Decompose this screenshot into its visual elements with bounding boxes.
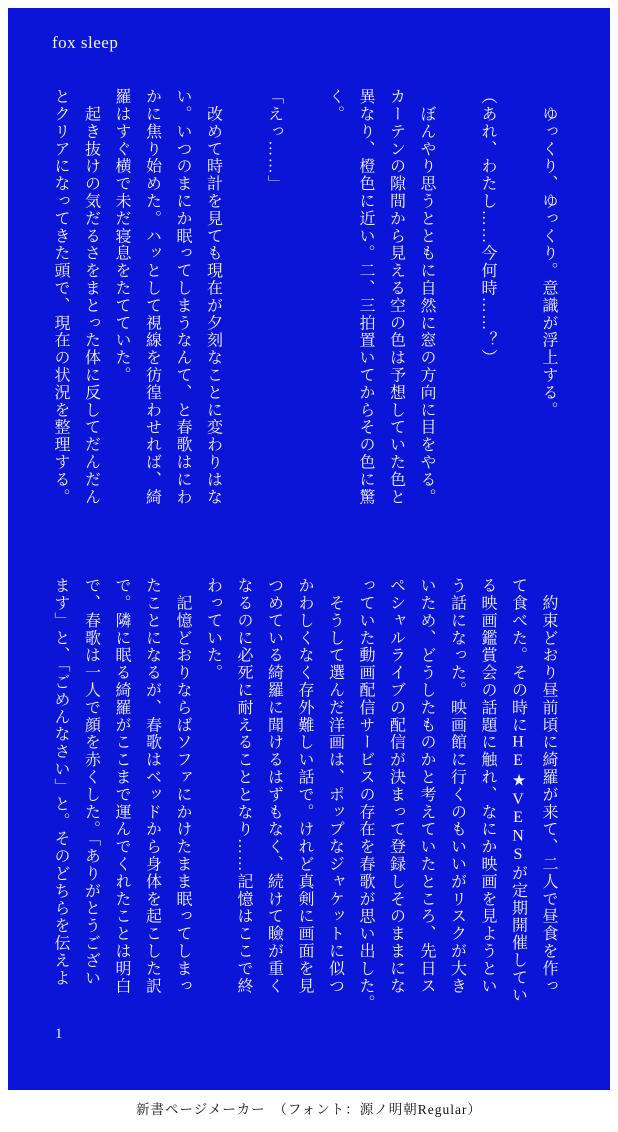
- text-column: ぼんやり思うとともに自然に窓の方向に目をやる。: [418, 88, 435, 506]
- text-column: [228, 88, 259, 516]
- text-column: く。: [326, 88, 344, 123]
- text-column: [441, 88, 472, 516]
- text-column: い。いつのまにか眠ってしまうなんて、と春歌はにわ: [174, 88, 191, 506]
- text-column: [502, 88, 533, 516]
- text-column: そうして選んだ洋画は、ポップなジャケットに似つ: [326, 577, 344, 995]
- text-column: で、春歌は一人で顔を赤くした。「ありがとうござい: [82, 577, 100, 987]
- text-column: で。隣に眠る綺羅がここまで運んでくれたことは明白: [113, 577, 130, 995]
- text-column: ます」と、「ごめんなさい」と。そのどちらを伝えよ: [52, 577, 69, 987]
- text-column: つめている綺羅に聞けるはずもなく、続けて瞼が重く: [265, 577, 283, 995]
- text-column: かに焦り始めた。ハッとして視線を彷徨わせれば、綺: [143, 88, 161, 506]
- text-block-lower: [45, 577, 564, 1019]
- text-column: なるのに必死に耐えることとなり……記憶はここで終: [235, 577, 252, 995]
- text-column: たことになるが、春歌はベッドから身体を起こした訳: [143, 577, 161, 995]
- generator-caption: 新書ページメーカー （フォント：源ノ明朝Regular）: [0, 1090, 618, 1132]
- text-column: 「えっ……」: [265, 88, 283, 193]
- text-column: 異なり、橙色に近い。二、三拍置いてからその色に驚: [357, 88, 374, 506]
- text-column: 約束どおり昼前頃に綺羅が来て、二人で昼食を作っ: [540, 577, 557, 995]
- work-title: fox sleep: [52, 33, 119, 52]
- text-column: いため、どうしたものかと考えていたところ、先日ス: [418, 577, 435, 995]
- text-column: 改めて時計を見ても現在が夕刻なことに変わりはな: [204, 88, 222, 506]
- text-column: カーテンの隙間から見える空の色は予想していた色と: [387, 88, 405, 506]
- text-column: ゆっくり、ゆっくり。意識が浮上する。: [540, 88, 557, 419]
- text-block-upper: [45, 88, 564, 516]
- text-column: 起き抜けの気だるさをまとった体に反してだんだん: [82, 88, 100, 506]
- text-column: （あれ、わたし……今何時……？）: [479, 88, 496, 367]
- text-column: ペシャルライブの配信が決まって登録しそのままにな: [387, 577, 405, 995]
- text-column: 記憶どおりならばソファにかけたまま眠ってしまっ: [174, 577, 191, 995]
- page-number: 1: [55, 1026, 63, 1042]
- blue-page-panel: [8, 8, 610, 1090]
- text-column: 羅はすぐ横で未だ寝息をたてていた。: [113, 88, 130, 384]
- text-column: とクリアになってきた頭で、現在の状況を整理する。: [52, 88, 69, 506]
- text-column: て食べた。その時にHE★VENSが定期開催してい: [509, 577, 527, 1004]
- text-column: かわしくなく存外難しい話で。けれど真剣に画面を見: [296, 577, 313, 995]
- text-column: っていた動画配信サービスの存在を春歌が思い出した。: [357, 577, 374, 1012]
- text-column: [289, 88, 320, 516]
- text-column: う話になった。映画館に行くのもいいがリスクが大き: [448, 577, 466, 995]
- text-column: わっていた。: [204, 577, 222, 682]
- upright-latin-text: HE★VENS: [509, 733, 527, 865]
- text-column: る映画鑑賞会の話題に触れ、なにか映画を見ようとい: [479, 577, 496, 995]
